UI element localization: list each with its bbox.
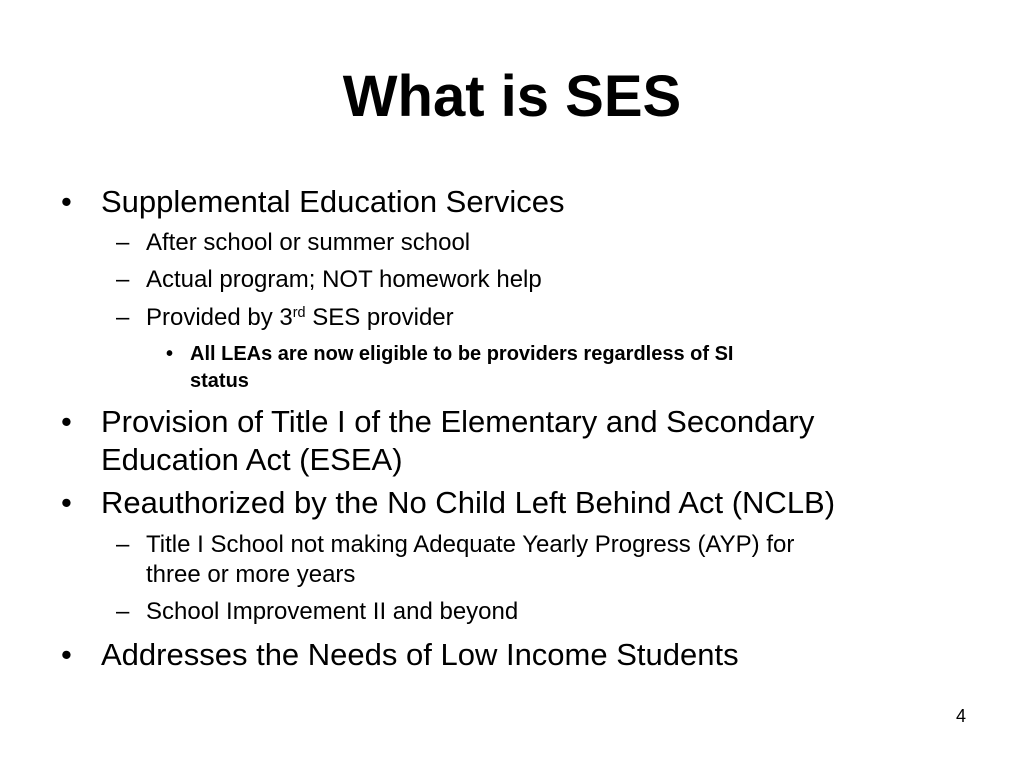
dash-marker: – [116,531,130,558]
sub-bullet-item [116,303,454,333]
bullet-text: Education Act (ESEA) [101,442,403,477]
sub-bullet-text: Actual program; NOT homework help [146,266,542,293]
page-number: 4 [955,706,966,726]
sub-bullet-text: Title I School not making Adequate Yearly Progress (AYP) for [146,531,795,558]
bullet-marker: • [61,404,72,439]
bullet-item [61,484,836,521]
sub-bullet-text: School Improvement II and beyond [146,598,519,625]
bullet-item [61,183,565,220]
bullet-text: Supplemental Education Services [101,184,565,219]
dash-marker: – [116,304,130,331]
dash-marker: – [116,229,130,256]
sub-bullet-text: three or more years [146,561,356,588]
sub-bullet-item [116,228,471,258]
sub-bullet-item [116,530,795,560]
tertiary-bullet-continuation [190,368,249,394]
bullet-marker: • [166,343,174,365]
tertiary-bullet-text: status [190,370,249,392]
bullet-item [61,403,815,440]
sub-bullet-text: Provided by 3rd SES provider [146,304,454,331]
sub-bullet-text: After school or summer school [146,229,471,256]
bullet-item [61,636,739,673]
dash-marker: – [116,266,130,293]
bullet-marker: • [61,637,72,672]
dash-marker: – [116,598,130,625]
tertiary-bullet-item [166,341,734,367]
superscript: rd [292,305,306,322]
sub-bullet-item [116,265,542,295]
sub-bullet-continuation [146,560,355,590]
bullet-text: Reauthorized by the No Child Left Behind Act (NCLB) [101,485,836,520]
bullet-marker: • [61,485,72,520]
tertiary-bullet-text: All LEAs are now eligible to be providers regardless of SI [190,343,734,365]
bullet-text: Provision of Title I of the Elementary and Secondary [101,404,815,439]
bullet-continuation [101,441,403,478]
bullet-marker: • [61,184,72,219]
bullet-text: Addresses the Needs of Low Income Students [101,637,739,672]
sub-bullet-item [116,597,519,627]
slide-title: What is SES [342,64,682,129]
